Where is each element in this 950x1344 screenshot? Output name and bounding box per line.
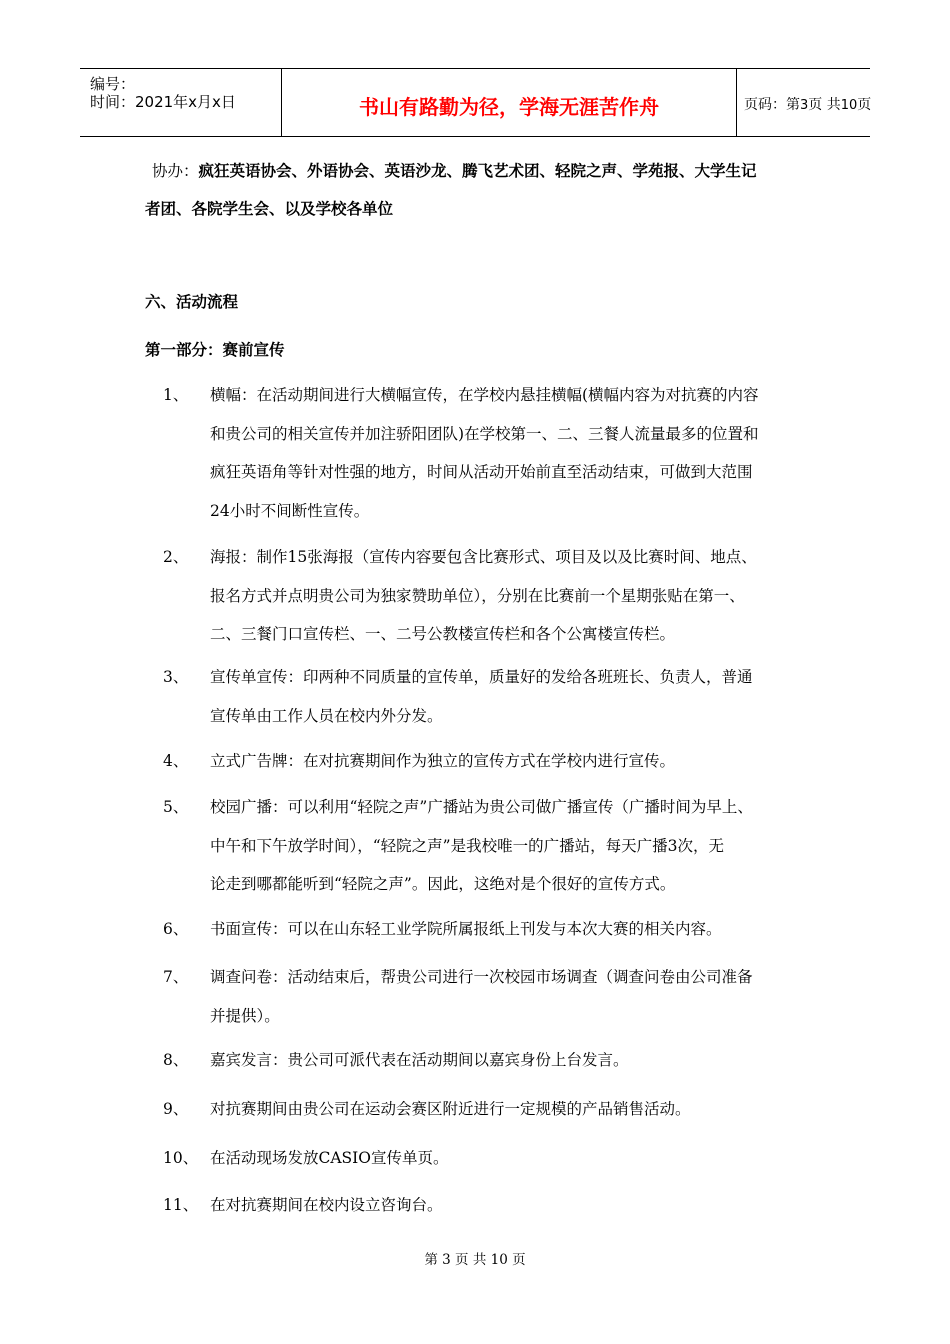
document-number-label: 编号： — [90, 75, 136, 93]
header-left-cell — [80, 69, 281, 136]
list-item-number: 9、 — [163, 1100, 189, 1118]
document-date: 时间：2021年x月x日 — [90, 93, 236, 111]
list-item-text: 在对抗赛期间在校内设立咨询台。 — [210, 1196, 443, 1214]
list-item-text: 立式广告牌：在对抗赛期间作为独立的宣传方式在学校内进行宣传。 — [210, 752, 676, 770]
list-item-number: 11、 — [163, 1196, 199, 1214]
list-item-number: 1、 — [163, 386, 189, 404]
header-page-cell — [736, 69, 870, 136]
list-item-text: 调查问卷：活动结束后，帮贵公司进行一次校园市场调查（调查问卷由公司准备 — [210, 968, 753, 986]
list-item-number: 3、 — [163, 668, 189, 686]
list-item-text: 对抗赛期间由贵公司在运动会赛区附近进行一定规模的产品销售活动。 — [210, 1100, 691, 1118]
header-motto: 书山有路勤为径，学海无涯苦作舟 — [359, 95, 659, 119]
list-item-text: 中午和下午放学时间），“轻院之声”是我校唯一的广播站，每天广播3次，无 — [210, 836, 724, 855]
list-item-text: 论走到哪都能听到“轻院之声”。因此，这绝对是个很好的宣传方式。 — [210, 875, 676, 894]
list-item-number: 8、 — [163, 1051, 189, 1069]
part-title: 第一部分：赛前宣传 — [145, 340, 285, 359]
list-item-number: 4、 — [163, 752, 189, 770]
page-footer: 第 3 页 共 10 页 — [424, 1252, 526, 1268]
list-item-number: 6、 — [163, 920, 189, 938]
assist-line-2: 者团、各院学生会、以及学校各单位 — [145, 199, 394, 218]
list-item-text: 宣传单宣传：印两种不同质量的宣传单，质量好的发给各班班长、负责人，普通 — [210, 668, 753, 686]
list-item-text: 宣传单由工作人员在校内外分发。 — [210, 706, 443, 725]
list-item-text: 24小时不间断性宣传。 — [210, 502, 370, 521]
list-item-number: 5、 — [163, 798, 189, 816]
list-item-text: 横幅：在活动期间进行大横幅宣传，在学校内悬挂横幅(横幅内容为对抗赛的内容 — [210, 386, 759, 404]
list-item-text: 疯狂英语角等针对性强的地方，时间从活动开始前直至活动结束，可做到大范围 — [210, 463, 753, 482]
header-motto-cell — [281, 69, 737, 136]
list-item-number: 2、 — [163, 548, 189, 566]
section-title: 六、活动流程 — [145, 292, 239, 311]
list-item-text: 和贵公司的相关宣传并加注骄阳团队)在学校第一、二、三餐人流量最多的位置和 — [210, 424, 759, 443]
list-item-text: 嘉宾发言：贵公司可派代表在活动期间以嘉宾身份上台发言。 — [210, 1051, 629, 1069]
list-item-number: 7、 — [163, 968, 189, 986]
list-item-text: 二、三餐门口宣传栏、一、二号公教楼宣传栏和各个公寓楼宣传栏。 — [210, 625, 676, 644]
list-item-text: 校园广播：可以利用“轻院之声”广播站为贵公司做广播宣传（广播时间为早上、 — [210, 798, 753, 816]
list-item-number: 10、 — [163, 1149, 199, 1167]
assist-line-1: 协办：疯狂英语协会、外语协会、英语沙龙、腾飞艺术团、轻院之声、学苑报、大学生记 — [152, 161, 757, 180]
list-item-text: 并提供）。 — [210, 1006, 280, 1025]
list-item-text: 海报：制作15张海报（宣传内容要包含比赛形式、项目及以及比赛时间、地点、 — [210, 548, 757, 566]
list-item-text: 在活动现场发放CASIO宣传单页。 — [210, 1149, 449, 1167]
list-item-text: 书面宣传：可以在山东轻工业学院所属报纸上刊发与本次大赛的相关内容。 — [210, 920, 722, 938]
header-page-code: 页码：第3页 共10页 — [744, 97, 872, 113]
list-item-text: 报名方式并点明贵公司为独家赞助单位），分别在比赛前一个星期张贴在第一、 — [210, 586, 745, 605]
page-header — [80, 68, 870, 137]
